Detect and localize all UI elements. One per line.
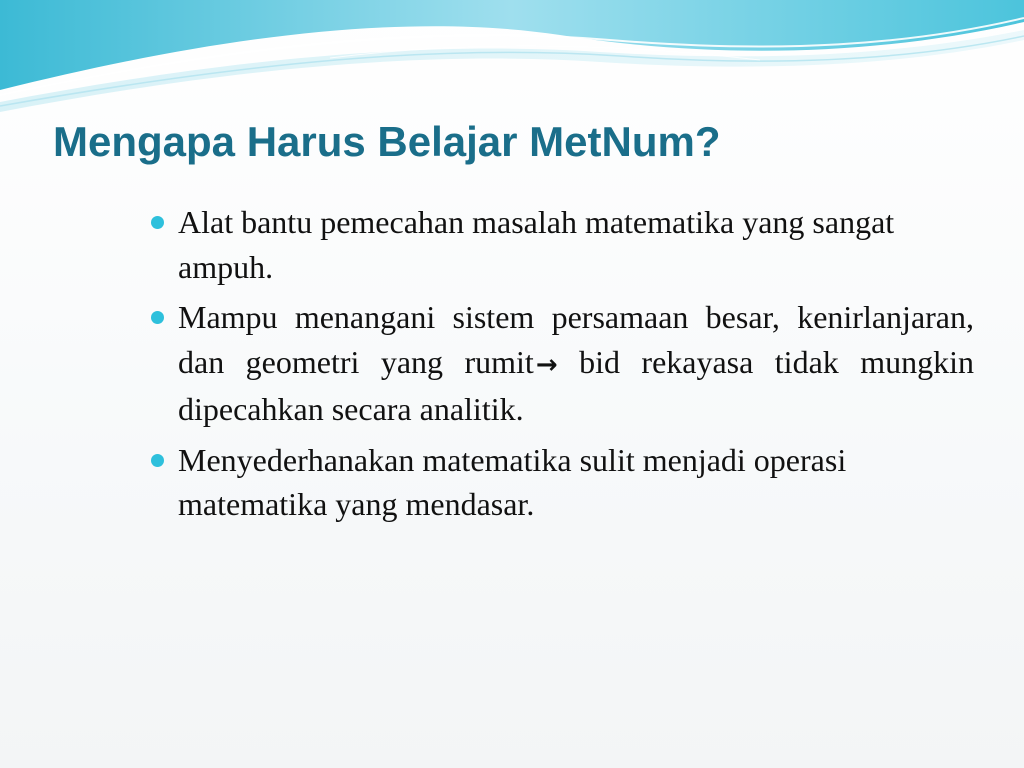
bullet-text-continued: bid rekayasa tidak mungkin dipecahkan secara analitik. (178, 343, 975, 427)
bullet-text: Alat bantu pemecahan masalah matematika yang sangat ampuh. (178, 204, 895, 285)
bullet-list (148, 200, 974, 533)
right-arrow-icon: → (535, 349, 558, 380)
circle-bullet-icon (151, 311, 164, 324)
slide-title: Mengapa Harus Belajar MetNum? (53, 118, 721, 165)
bullet-item-simplify (148, 438, 974, 527)
bullet-item-capability (148, 295, 974, 432)
circle-bullet-icon (151, 454, 164, 467)
bullet-text: Menyederhanakan matematika sulit menjadi operasi matematika yang mendasar. (178, 441, 847, 522)
wave-decoration (0, 0, 1024, 120)
circle-bullet-icon (151, 216, 164, 229)
bullet-text: Mampu menangani sistem persamaan besar, kenirlanjaran, dan geometri yang rumit (178, 299, 974, 380)
bullet-item-tool (148, 200, 974, 289)
